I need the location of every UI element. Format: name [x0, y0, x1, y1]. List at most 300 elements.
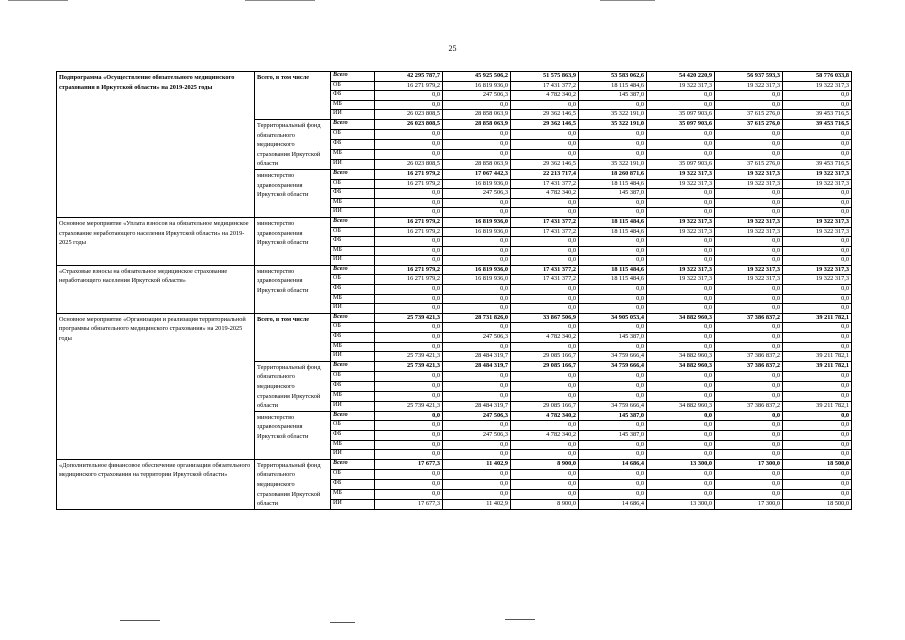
- amount-cell: 0,0: [443, 294, 511, 304]
- amount-cell: 0,0: [443, 371, 511, 381]
- amount-cell: 0,0: [375, 100, 443, 110]
- amount-cell: 0,0: [579, 381, 647, 391]
- amount-cell: 39 453 716,5: [783, 159, 852, 169]
- funding-source-cell: МБ: [331, 246, 375, 256]
- funding-source-cell: ИИ: [331, 110, 375, 120]
- amount-cell: 19 322 317,3: [783, 81, 852, 91]
- amount-cell: 0,0: [783, 129, 852, 139]
- amount-cell: 0,0: [647, 285, 715, 295]
- funding-source-cell: ОБ: [331, 371, 375, 381]
- executor-cell: министерство здравоохранения Иркутской области: [255, 169, 331, 217]
- amount-cell: 0,0: [783, 294, 852, 304]
- amount-cell: 0,0: [783, 440, 852, 450]
- funding-table: [56, 71, 852, 510]
- amount-cell: 25 739 421,3: [375, 401, 443, 411]
- amount-cell: 0,0: [511, 139, 579, 149]
- amount-cell: 17 431 377,2: [511, 275, 579, 285]
- amount-cell: 0,0: [783, 450, 852, 460]
- amount-cell: 0,0: [715, 430, 783, 440]
- amount-cell: 19 322 317,3: [783, 265, 852, 275]
- amount-cell: 19 322 317,3: [783, 275, 852, 285]
- amount-cell: 0,0: [715, 237, 783, 247]
- amount-cell: 13 300,0: [647, 459, 715, 469]
- amount-cell: 0,0: [715, 129, 783, 139]
- amount-cell: 0,0: [579, 304, 647, 314]
- amount-cell: 0,0: [783, 139, 852, 149]
- amount-cell: 0,0: [375, 323, 443, 333]
- amount-cell: 17 677,3: [375, 459, 443, 469]
- amount-cell: 37 386 837,2: [715, 401, 783, 411]
- amount-cell: 0,0: [511, 149, 579, 159]
- amount-cell: 0,0: [647, 100, 715, 110]
- amount-cell: 19 322 317,3: [647, 217, 715, 227]
- amount-cell: 39 453 716,5: [783, 110, 852, 120]
- amount-cell: 34 882 960,3: [647, 352, 715, 362]
- amount-cell: 56 937 593,3: [715, 72, 783, 82]
- amount-cell: 18 115 484,6: [579, 81, 647, 91]
- amount-cell: 17 431 377,2: [511, 265, 579, 275]
- amount-cell: 247 506,3: [443, 333, 511, 343]
- funding-source-cell: Всего: [331, 169, 375, 179]
- funding-source-cell: ИИ: [331, 352, 375, 362]
- funding-source-cell: Всего: [331, 459, 375, 469]
- amount-cell: 29 085 166,7: [511, 361, 579, 371]
- amount-cell: 28 858 063,9: [443, 110, 511, 120]
- scan-mark-top-right: [600, 0, 655, 1]
- amount-cell: 17 431 377,2: [511, 227, 579, 237]
- amount-cell: 35 097 903,6: [647, 119, 715, 129]
- amount-cell: 0,0: [375, 489, 443, 499]
- amount-cell: 0,0: [375, 450, 443, 460]
- amount-cell: 0,0: [647, 198, 715, 208]
- table-row: [57, 72, 852, 82]
- amount-cell: 0,0: [647, 139, 715, 149]
- amount-cell: 29 085 166,7: [511, 401, 579, 411]
- amount-cell: 0,0: [783, 333, 852, 343]
- funding-source-cell: МБ: [331, 342, 375, 352]
- amount-cell: 37 615 276,0: [715, 159, 783, 169]
- amount-cell: 0,0: [375, 371, 443, 381]
- amount-cell: 19 322 317,3: [715, 81, 783, 91]
- amount-cell: 51 575 863,9: [511, 72, 579, 82]
- amount-cell: 0,0: [715, 100, 783, 110]
- amount-cell: 35 322 191,0: [579, 119, 647, 129]
- amount-cell: 28 858 063,9: [443, 159, 511, 169]
- amount-cell: 14 686,4: [579, 459, 647, 469]
- amount-cell: 19 322 317,3: [783, 169, 852, 179]
- funding-source-cell: ИИ: [331, 450, 375, 460]
- amount-cell: 0,0: [443, 440, 511, 450]
- amount-cell: 0,0: [715, 91, 783, 101]
- amount-cell: 54 420 220,9: [647, 72, 715, 82]
- executor-cell: Территориальный фонд обязательного медицинского страхования Иркутской области: [255, 361, 331, 411]
- amount-cell: 25 739 421,3: [375, 313, 443, 323]
- amount-cell: 19 322 317,3: [647, 275, 715, 285]
- amount-cell: 0,0: [511, 285, 579, 295]
- amount-cell: 39 211 782,1: [783, 401, 852, 411]
- funding-source-cell: МБ: [331, 489, 375, 499]
- amount-cell: 0,0: [783, 323, 852, 333]
- amount-cell: 33 867 506,9: [511, 313, 579, 323]
- amount-cell: 0,0: [579, 440, 647, 450]
- amount-cell: 19 322 317,3: [715, 227, 783, 237]
- amount-cell: 17 677,3: [375, 499, 443, 509]
- amount-cell: 0,0: [511, 198, 579, 208]
- amount-cell: 18 115 484,6: [579, 227, 647, 237]
- amount-cell: 18 115 484,6: [579, 275, 647, 285]
- amount-cell: 29 085 166,7: [511, 352, 579, 362]
- amount-cell: 0,0: [375, 198, 443, 208]
- amount-cell: 0,0: [511, 246, 579, 256]
- amount-cell: 0,0: [375, 91, 443, 101]
- amount-cell: 0,0: [443, 129, 511, 139]
- amount-cell: 19 322 317,3: [715, 169, 783, 179]
- amount-cell: 0,0: [647, 294, 715, 304]
- amount-cell: 28 484 319,7: [443, 361, 511, 371]
- amount-cell: 0,0: [443, 391, 511, 401]
- amount-cell: 0,0: [579, 469, 647, 479]
- amount-cell: 0,0: [579, 391, 647, 401]
- funding-source-cell: МБ: [331, 198, 375, 208]
- amount-cell: 0,0: [511, 381, 579, 391]
- amount-cell: 0,0: [715, 421, 783, 431]
- amount-cell: 35 322 191,0: [579, 159, 647, 169]
- scan-mark-top-left: [8, 0, 68, 1]
- amount-cell: 0,0: [579, 198, 647, 208]
- amount-cell: 0,0: [647, 129, 715, 139]
- amount-cell: 0,0: [783, 469, 852, 479]
- funding-source-cell: ОБ: [331, 227, 375, 237]
- amount-cell: 0,0: [443, 198, 511, 208]
- amount-cell: 0,0: [443, 304, 511, 314]
- amount-cell: 0,0: [715, 294, 783, 304]
- amount-cell: 0,0: [443, 323, 511, 333]
- amount-cell: 0,0: [443, 469, 511, 479]
- amount-cell: 0,0: [715, 189, 783, 199]
- amount-cell: 0,0: [443, 139, 511, 149]
- table-row: [57, 459, 852, 469]
- amount-cell: 22 213 717,4: [511, 169, 579, 179]
- amount-cell: 0,0: [375, 469, 443, 479]
- amount-cell: 0,0: [647, 381, 715, 391]
- amount-cell: 18 115 484,6: [579, 217, 647, 227]
- amount-cell: 34 905 053,4: [579, 313, 647, 323]
- amount-cell: 0,0: [783, 391, 852, 401]
- amount-cell: 0,0: [647, 450, 715, 460]
- amount-cell: 0,0: [783, 100, 852, 110]
- amount-cell: 0,0: [715, 333, 783, 343]
- amount-cell: 29 362 146,5: [511, 159, 579, 169]
- amount-cell: 0,0: [783, 149, 852, 159]
- amount-cell: 0,0: [443, 237, 511, 247]
- amount-cell: 17 300,0: [715, 499, 783, 509]
- scan-mark-bottom-right: [505, 619, 535, 620]
- amount-cell: 247 506,3: [443, 91, 511, 101]
- amount-cell: 37 386 837,2: [715, 352, 783, 362]
- amount-cell: 0,0: [783, 430, 852, 440]
- amount-cell: 0,0: [375, 391, 443, 401]
- table-row: [57, 265, 852, 275]
- amount-cell: 16 271 979,2: [375, 169, 443, 179]
- amount-cell: 34 759 666,4: [579, 401, 647, 411]
- amount-cell: 247 506,3: [443, 189, 511, 199]
- funding-source-cell: ИИ: [331, 401, 375, 411]
- amount-cell: 0,0: [511, 371, 579, 381]
- amount-cell: 0,0: [647, 342, 715, 352]
- amount-cell: 0,0: [443, 479, 511, 489]
- amount-cell: 0,0: [783, 304, 852, 314]
- amount-cell: 16 271 979,2: [375, 81, 443, 91]
- amount-cell: 16 271 979,2: [375, 179, 443, 189]
- funding-source-cell: ОБ: [331, 469, 375, 479]
- amount-cell: 0,0: [647, 149, 715, 159]
- funding-source-cell: Всего: [331, 361, 375, 371]
- amount-cell: 0,0: [375, 479, 443, 489]
- amount-cell: 0,0: [715, 139, 783, 149]
- funding-source-cell: Всего: [331, 313, 375, 323]
- amount-cell: 16 271 979,2: [375, 227, 443, 237]
- funding-source-cell: ФБ: [331, 381, 375, 391]
- amount-cell: 0,0: [511, 421, 579, 431]
- amount-cell: 17 431 377,2: [511, 81, 579, 91]
- amount-cell: 16 271 979,2: [375, 217, 443, 227]
- amount-cell: 39 453 716,5: [783, 119, 852, 129]
- amount-cell: 0,0: [715, 479, 783, 489]
- amount-cell: 145 387,0: [579, 333, 647, 343]
- amount-cell: 18 500,0: [783, 499, 852, 509]
- amount-cell: 0,0: [511, 237, 579, 247]
- amount-cell: 29 362 146,5: [511, 119, 579, 129]
- amount-cell: 0,0: [511, 469, 579, 479]
- amount-cell: 37 615 276,0: [715, 119, 783, 129]
- amount-cell: 0,0: [443, 246, 511, 256]
- amount-cell: 0,0: [579, 371, 647, 381]
- amount-cell: 0,0: [783, 237, 852, 247]
- amount-cell: 42 295 787,7: [375, 72, 443, 82]
- amount-cell: 0,0: [715, 381, 783, 391]
- amount-cell: 0,0: [375, 430, 443, 440]
- funding-source-cell: МБ: [331, 100, 375, 110]
- amount-cell: 17 431 377,2: [511, 179, 579, 189]
- amount-cell: 0,0: [783, 479, 852, 489]
- funding-source-cell: ОБ: [331, 81, 375, 91]
- amount-cell: 0,0: [579, 208, 647, 218]
- amount-cell: 0,0: [579, 479, 647, 489]
- amount-cell: 35 322 191,0: [579, 110, 647, 120]
- amount-cell: 19 322 317,3: [715, 179, 783, 189]
- amount-cell: 16 819 936,0: [443, 227, 511, 237]
- amount-cell: 0,0: [715, 391, 783, 401]
- amount-cell: 0,0: [443, 489, 511, 499]
- amount-cell: 0,0: [579, 149, 647, 159]
- amount-cell: 16 271 979,2: [375, 275, 443, 285]
- funding-source-cell: ИИ: [331, 256, 375, 266]
- amount-cell: 39 211 782,1: [783, 313, 852, 323]
- amount-cell: 0,0: [715, 304, 783, 314]
- amount-cell: 0,0: [443, 342, 511, 352]
- amount-cell: 0,0: [783, 371, 852, 381]
- amount-cell: 58 776 033,8: [783, 72, 852, 82]
- amount-cell: 0,0: [511, 304, 579, 314]
- funding-source-cell: ИИ: [331, 499, 375, 509]
- funding-source-cell: ФБ: [331, 237, 375, 247]
- amount-cell: 0,0: [375, 256, 443, 266]
- table-row: [57, 313, 852, 323]
- program-title-cell: Основное мероприятие «Уплата взносов на обязательное медицинское страхование неработающего населения Иркутской области» на 2019-2025 годы: [57, 217, 255, 265]
- amount-cell: 19 322 317,3: [715, 275, 783, 285]
- amount-cell: 0,0: [783, 411, 852, 421]
- amount-cell: 0,0: [647, 189, 715, 199]
- funding-source-cell: ИИ: [331, 304, 375, 314]
- amount-cell: 247 506,3: [443, 430, 511, 440]
- amount-cell: 11 402,9: [443, 499, 511, 509]
- amount-cell: 0,0: [783, 256, 852, 266]
- amount-cell: 18 260 871,6: [579, 169, 647, 179]
- amount-cell: 0,0: [443, 208, 511, 218]
- amount-cell: 0,0: [579, 100, 647, 110]
- funding-source-cell: ОБ: [331, 179, 375, 189]
- amount-cell: 0,0: [511, 342, 579, 352]
- executor-cell: Территориальный фонд обязательного медицинского страхования Иркутской области: [255, 459, 331, 509]
- amount-cell: 0,0: [783, 489, 852, 499]
- funding-source-cell: МБ: [331, 440, 375, 450]
- amount-cell: 0,0: [579, 342, 647, 352]
- amount-cell: 0,0: [715, 342, 783, 352]
- funding-source-cell: ФБ: [331, 333, 375, 343]
- amount-cell: 0,0: [715, 256, 783, 266]
- amount-cell: 0,0: [783, 208, 852, 218]
- amount-cell: 19 322 317,3: [647, 81, 715, 91]
- funding-source-cell: ФБ: [331, 189, 375, 199]
- amount-cell: 37 386 837,2: [715, 313, 783, 323]
- amount-cell: 0,0: [715, 469, 783, 479]
- funding-source-cell: Всего: [331, 265, 375, 275]
- amount-cell: 0,0: [579, 323, 647, 333]
- amount-cell: 0,0: [647, 411, 715, 421]
- amount-cell: 16 819 936,0: [443, 265, 511, 275]
- amount-cell: 28 484 319,7: [443, 401, 511, 411]
- amount-cell: 0,0: [647, 421, 715, 431]
- amount-cell: 0,0: [375, 285, 443, 295]
- amount-cell: 0,0: [783, 285, 852, 295]
- amount-cell: 16 819 936,0: [443, 217, 511, 227]
- funding-source-cell: ФБ: [331, 285, 375, 295]
- amount-cell: 0,0: [715, 285, 783, 295]
- amount-cell: 4 782 340,2: [511, 411, 579, 421]
- amount-cell: 0,0: [511, 208, 579, 218]
- amount-cell: 4 782 340,2: [511, 91, 579, 101]
- amount-cell: 0,0: [647, 489, 715, 499]
- amount-cell: 0,0: [715, 489, 783, 499]
- executor-cell: Всего, в том числе: [255, 72, 331, 120]
- amount-cell: 16 271 979,2: [375, 265, 443, 275]
- funding-source-cell: МБ: [331, 294, 375, 304]
- amount-cell: 0,0: [647, 391, 715, 401]
- amount-cell: 0,0: [443, 450, 511, 460]
- amount-cell: 247 506,3: [443, 411, 511, 421]
- amount-cell: 28 731 826,0: [443, 313, 511, 323]
- amount-cell: 0,0: [715, 411, 783, 421]
- amount-cell: 0,0: [715, 246, 783, 256]
- amount-cell: 0,0: [511, 479, 579, 489]
- amount-cell: 0,0: [375, 421, 443, 431]
- executor-cell: министерство здравоохранения Иркутской области: [255, 411, 331, 459]
- amount-cell: 0,0: [579, 246, 647, 256]
- amount-cell: 0,0: [715, 450, 783, 460]
- amount-cell: 26 023 808,5: [375, 110, 443, 120]
- funding-source-cell: МБ: [331, 391, 375, 401]
- amount-cell: 0,0: [715, 208, 783, 218]
- amount-cell: 0,0: [579, 450, 647, 460]
- funding-source-cell: ОБ: [331, 275, 375, 285]
- amount-cell: 19 322 317,3: [715, 217, 783, 227]
- amount-cell: 28 484 319,7: [443, 352, 511, 362]
- amount-cell: 34 759 666,4: [579, 361, 647, 371]
- amount-cell: 0,0: [511, 323, 579, 333]
- amount-cell: 0,0: [579, 489, 647, 499]
- amount-cell: 17 067 442,3: [443, 169, 511, 179]
- program-title-cell: Подпрограмма «Осуществление обязательного медицинского страхования в Иркутской области» на 2019-2025 годы: [57, 72, 255, 218]
- amount-cell: 0,0: [647, 91, 715, 101]
- amount-cell: 0,0: [511, 129, 579, 139]
- amount-cell: 0,0: [579, 294, 647, 304]
- amount-cell: 0,0: [579, 139, 647, 149]
- amount-cell: 0,0: [375, 149, 443, 159]
- amount-cell: 37 615 276,0: [715, 110, 783, 120]
- amount-cell: 0,0: [579, 237, 647, 247]
- amount-cell: 0,0: [715, 440, 783, 450]
- amount-cell: 0,0: [579, 129, 647, 139]
- amount-cell: 0,0: [647, 237, 715, 247]
- amount-cell: 18 115 484,6: [579, 179, 647, 189]
- amount-cell: 28 858 063,9: [443, 119, 511, 129]
- amount-cell: 0,0: [375, 237, 443, 247]
- amount-cell: 0,0: [375, 139, 443, 149]
- amount-cell: 19 322 317,3: [647, 169, 715, 179]
- amount-cell: 0,0: [715, 323, 783, 333]
- executor-cell: министерство здравоохранения Иркутской области: [255, 265, 331, 313]
- amount-cell: 45 925 506,2: [443, 72, 511, 82]
- amount-cell: 0,0: [647, 371, 715, 381]
- amount-cell: 19 322 317,3: [715, 265, 783, 275]
- amount-cell: 19 322 317,3: [647, 265, 715, 275]
- amount-cell: 0,0: [375, 246, 443, 256]
- amount-cell: 0,0: [375, 294, 443, 304]
- amount-cell: 4 782 340,2: [511, 189, 579, 199]
- amount-cell: 0,0: [647, 256, 715, 266]
- amount-cell: 0,0: [443, 256, 511, 266]
- amount-cell: 0,0: [647, 323, 715, 333]
- amount-cell: 0,0: [783, 189, 852, 199]
- amount-cell: 34 882 960,3: [647, 361, 715, 371]
- amount-cell: 19 322 317,3: [783, 227, 852, 237]
- amount-cell: 34 759 666,4: [579, 352, 647, 362]
- amount-cell: 0,0: [375, 342, 443, 352]
- amount-cell: 0,0: [647, 246, 715, 256]
- amount-cell: 0,0: [783, 381, 852, 391]
- amount-cell: 0,0: [783, 91, 852, 101]
- amount-cell: 0,0: [511, 256, 579, 266]
- funding-source-cell: Всего: [331, 119, 375, 129]
- executor-cell: Всего, в том числе: [255, 313, 331, 361]
- amount-cell: 0,0: [579, 256, 647, 266]
- funding-source-cell: ФБ: [331, 430, 375, 440]
- amount-cell: 0,0: [443, 100, 511, 110]
- amount-cell: 0,0: [443, 381, 511, 391]
- amount-cell: 25 739 421,3: [375, 361, 443, 371]
- amount-cell: 0,0: [375, 129, 443, 139]
- amount-cell: 0,0: [647, 469, 715, 479]
